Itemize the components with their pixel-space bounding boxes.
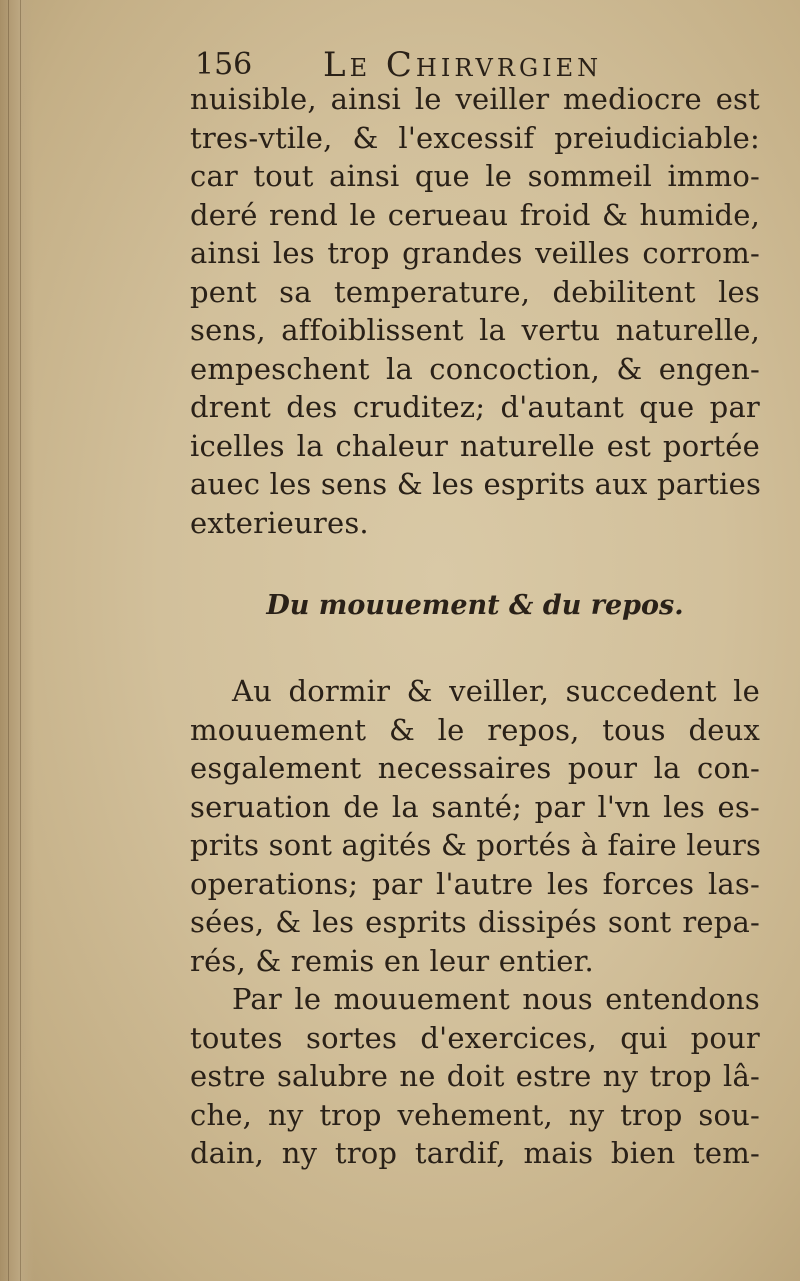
text-line: deré rend le cerueau froid & humide, (190, 197, 760, 232)
text-line: drent des cruditez; d'autant que par (190, 390, 760, 424)
text-line: esgalement necessaires pour la con- (190, 751, 760, 785)
text-line: toutes sortes d'exercices, qui pour (190, 1020, 760, 1055)
text-line: sées, & les esprits dissipés sont repa- (190, 905, 760, 939)
text-line: prits sont agités & portés à faire leurs (190, 828, 762, 862)
text-line: che, ny trop vehement, ny trop sou- (190, 1097, 760, 1132)
text-line: empeschent la concoction, & engen- (190, 351, 760, 386)
text-line: Par le mouuement nous entendons (232, 982, 760, 1016)
text-line: mouuement & le repos, tous deux (190, 712, 760, 747)
page-gutter (0, 0, 34, 1281)
text-line: icelles la chaleur naturelle est portée (190, 428, 760, 463)
text-line: ainsi les trop grandes veilles corrom- (190, 236, 760, 270)
text-line: nuisible, ainsi le veiller mediocre est (190, 82, 760, 116)
text-line: sens, affoiblissent la vertu naturelle, (190, 313, 760, 347)
text-line: exterieures. (190, 505, 369, 540)
text-line: car tout ainsi que le sommeil immo- (190, 159, 760, 193)
text-line: Au dormir & veiller, succedent le (232, 674, 760, 708)
text-line: auec les sens & les esprits aux parties (190, 467, 762, 501)
text-line: dain, ny trop tardif, mais bien tem- (190, 1136, 760, 1170)
text-line: tres-vtile, & l'excessif preiudiciable: (190, 120, 760, 155)
gutter-edge-line (20, 0, 21, 1281)
gutter-edge-line (8, 0, 9, 1281)
text-line: rés, & remis en leur entier. (190, 943, 594, 978)
text-line: seruation de la santé; par l'vn les es- (190, 789, 760, 824)
text-line: operations; par l'autre les forces las- (190, 866, 760, 901)
page-number: 156 (195, 47, 253, 82)
running-head: Le Chirvrgien (323, 45, 603, 85)
text-line: estre salubre ne doit estre ny trop lâ- (190, 1059, 760, 1093)
text-line: pent sa temperature, debilitent les (190, 274, 760, 309)
section-heading: Du mouuement & du repos. (266, 590, 684, 621)
